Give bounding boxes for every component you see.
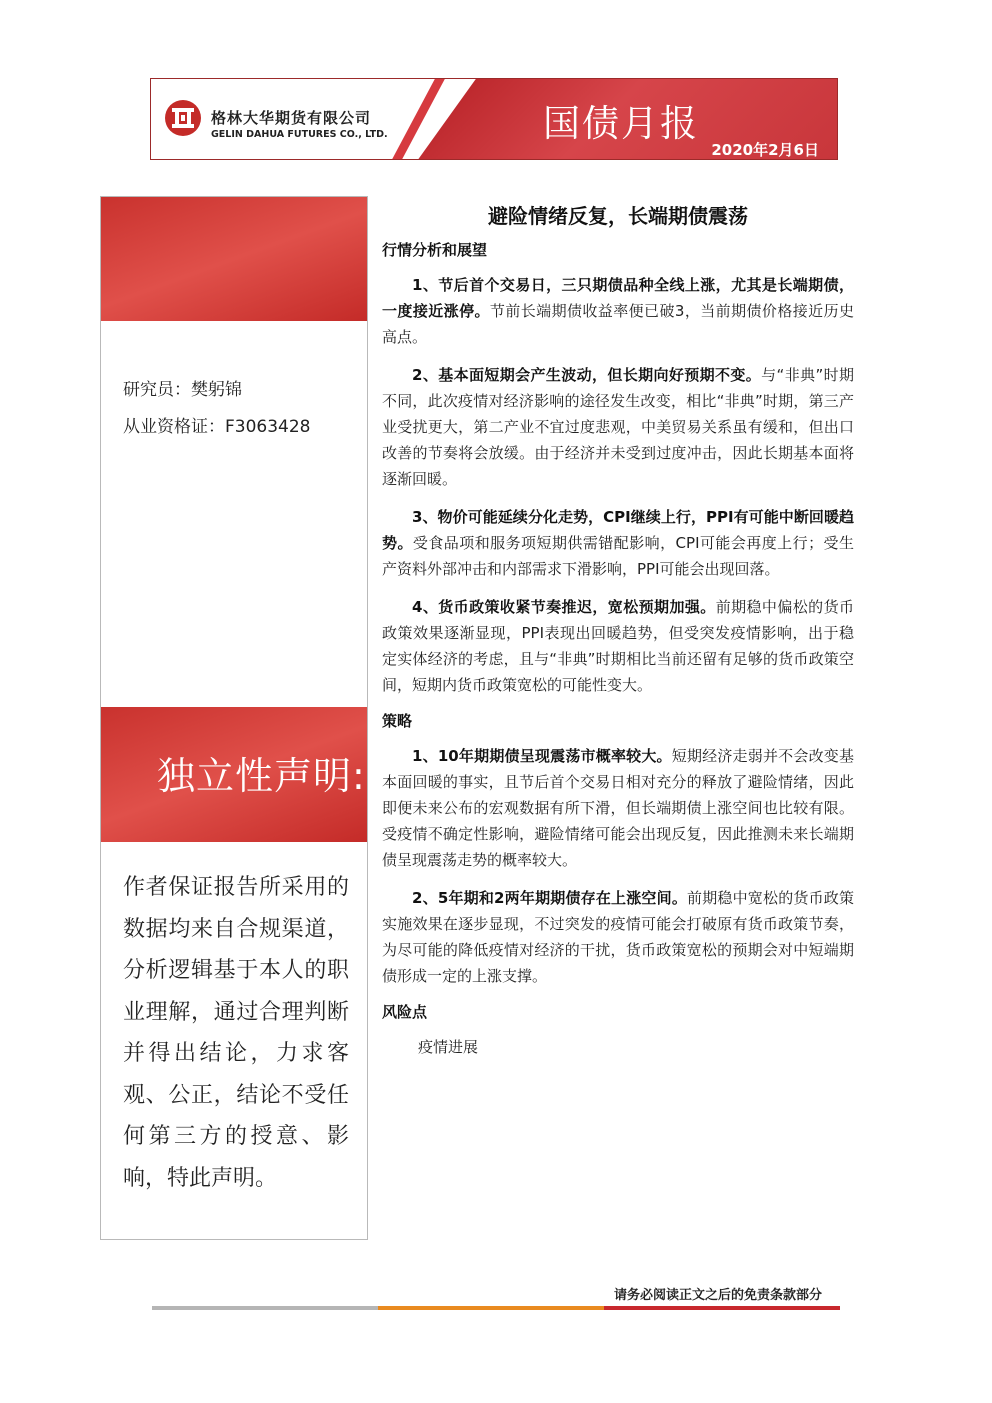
report-header: [150, 78, 838, 160]
report-date: 2020年2月6日: [711, 141, 819, 159]
paragraph: [382, 504, 854, 582]
sidebar: [100, 196, 368, 1240]
disclaimer-note: 请务必阅读正文之后的免责条款部分: [614, 1288, 823, 1303]
paragraph: [382, 594, 854, 698]
paragraph-body: 节前长端期债收益率便已破3，当前期债价格接近历史高点。: [382, 302, 854, 346]
sidebar-top-banner: [101, 197, 367, 321]
paragraph-lead: 2、5年期和2两年期期债存在上涨空间。: [412, 889, 688, 907]
paragraph-body: 前期稳中偏松的货币政策效果逐渐显现，PPI表现出回暖趋势，但受突发疫情影响，出于稳定实体经济的考虑，且与“非典”时期相比当前还留有足够的货币政策空间，短期内货币政策宽松的可能性变大。: [382, 598, 854, 694]
section-heading-risk: 风险点: [382, 1003, 428, 1021]
footer-bar-orange: [378, 1306, 604, 1310]
document-title: 避险情绪反复，长端期债震荡: [488, 204, 748, 228]
main-content: [382, 196, 854, 1070]
paragraph-body: 前期稳中宽松的货币政策实施效果在逐步显现，不过突发的疫情可能会打破原有货币政策节奏，为尽可能的降低疫情对经济的干扰，货币政策宽松的预期会对中短端期债形成一定的上涨支撑。: [382, 889, 854, 985]
paragraph-lead: 2、基本面短期会产生波动，但长期向好预期不变。: [412, 366, 762, 384]
company-name-en: GELIN DAHUA FUTURES CO., LTD.: [211, 129, 388, 140]
report-title: 国债月报: [543, 102, 699, 145]
risk-text: 疫情进展: [418, 1038, 479, 1056]
declaration-title: 独立性声明:: [157, 754, 366, 798]
declaration-banner: [101, 707, 367, 842]
researcher-name: 研究员：樊躬锦: [123, 380, 242, 400]
paragraph: [382, 362, 854, 492]
section-heading-strategy: 策略: [382, 712, 413, 730]
paragraph-lead: 4、货币政策收紧节奏推迟，宽松预期加强。: [412, 598, 716, 616]
paragraph: [382, 885, 854, 989]
license-number: 从业资格证：F3063428: [123, 417, 311, 437]
declaration-text: 作者保证报告所采用的数据均来自合规渠道，分析逻辑基于本人的职业理解，通过合理判断并得出结论，力求客观、公正，结论不受任何第三方的授意、影响，特此声明。: [123, 875, 349, 1191]
paragraph-lead: 3、物价可能延续分化走势，CPI继续上行，PPI有可能中断回暖趋势。: [382, 508, 854, 552]
paragraph-body: 受食品项和服务项短期供需错配影响，CPI可能会再度上行；受生产资料外部冲击和内部需求下滑影响，PPI可能会出现回落。: [382, 534, 854, 578]
paragraph: [382, 272, 854, 350]
paragraph-lead: 1、10年期期债呈现震荡市概率较大。: [412, 747, 672, 765]
footer-bar-gray: [152, 1306, 378, 1310]
paragraph-body: 短期经济走弱并不会改变基本面回暖的事实，且节后首个交易日相对充分的释放了避险情绪，因此即便未来公布的宏观数据有所下滑，但长端期债上涨空间也比较有限。受疫情不确定性影响，避险情绪可能会出现反复，因此推测未来长端期债呈现震荡走势的概率较大。: [382, 747, 854, 869]
paragraph: [382, 743, 854, 873]
paragraph-lead: 1、节后首个交易日，三只期债品种全线上涨，尤其是长端期债，一度接近涨停。: [382, 276, 854, 320]
paragraph-body: 与“非典”时期不同，此次疫情对经济影响的途径发生改变，相比“非典”时期，第三产业受扰更大，第二产业不宜过度悲观，中美贸易关系虽有缓和，但出口改善的节奏将会放缓。由于经济并未受到过度冲击，因此长期基本面将逐渐回暖。: [382, 366, 854, 488]
section-heading-analysis: 行情分析和展望: [382, 241, 488, 259]
footer-bar-red: [604, 1306, 840, 1310]
company-name-cn: 格林大华期货有限公司: [211, 109, 372, 127]
company-logo-icon: [163, 98, 203, 138]
